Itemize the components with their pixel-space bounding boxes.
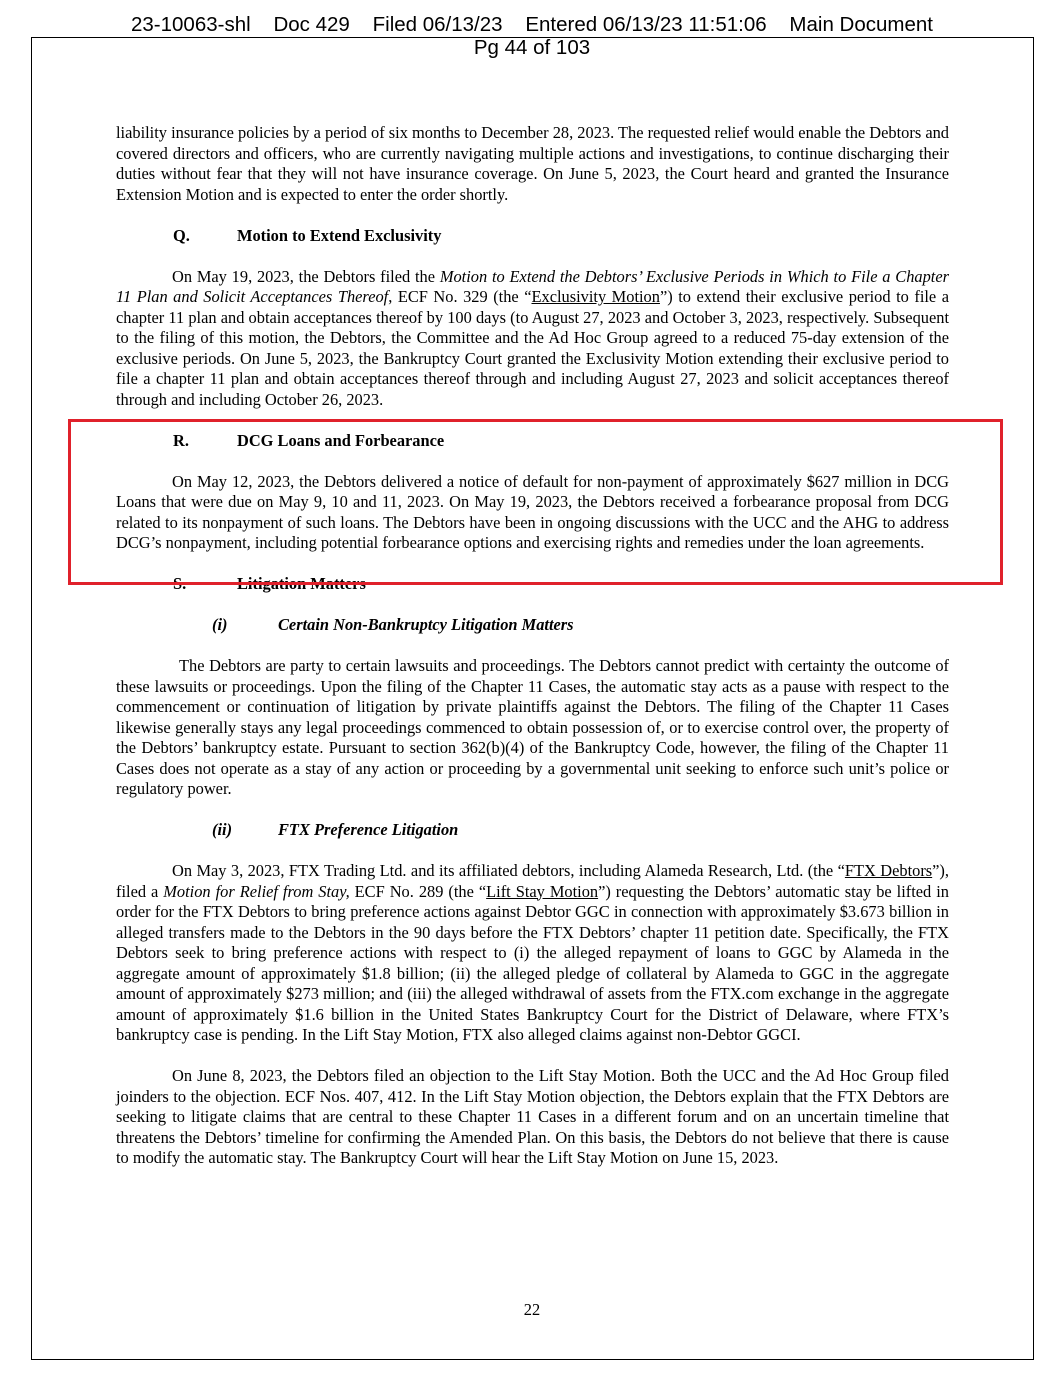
subsection-number: (ii) bbox=[212, 820, 233, 839]
paragraph-lift-stay-objection: On June 8, 2023, the Debtors filed an objection to the Lift Stay Motion. Both the UCC and the Ad Hoc Group filed joinders to the objection. ECF Nos. 407, 412. In the Lift Stay Motion objection, the Debtors explain that the FTX Debtors are seeking to litigate claims that are central to these Chapter 11 Cases in a different forum and on an uncertain timeline that threatens the Debtors’ timeline for confirming the Amended Plan. On this basis, the Debtors do not believe that there is cause to modify the automatic stay. The Bankruptcy Court will hear the Lift Stay Motion on June 15, 2023. bbox=[116, 1066, 949, 1167]
paragraph-non-bankruptcy-litigation: The Debtors are party to certain lawsuits and proceedings. The Debtors cannot predict with certainty the outcome of these lawsuits or proceedings. Upon the filing of the Chapter 11 Cases, the automatic stay acts as a pause with respect to the commencement or continuation of litigation by private plaintiffs against the Debtors. The filing of the Chapter 11 Cases likewise generally stays any legal proceedings commenced to obtain possession of, or to exercise control over, the property of the Debtors’ bankruptcy estate. Pursuant to section 362(b)(4) of the Bankruptcy Code, however, the filing of the Chapter 11 Cases does not operate as a stay of any action or proceeding by a governmental unit seeking to enforce such unit’s police or regulatory power. bbox=[116, 656, 949, 798]
subsection-title: FTX Preference Litigation bbox=[278, 820, 459, 839]
doc-number: Doc 429 bbox=[273, 13, 350, 36]
header-line bbox=[0, 13, 1057, 36]
paragraph-dcg-loans: On May 12, 2023, the Debtors delivered a notice of default for non-payment of approximately $627 million in DCG Loans that were due on May 9, 10 and 11, 2023. On May 19, 2023, the Debtors received a forbearance proposal from DCG related to its nonpayment of such loans. The Debtors have been in ongoing discussions with the UCC and the AHG to address DCG’s nonpayment, including potential forbearance options and exercising rights and remedies under the loan agreements. bbox=[116, 471, 949, 552]
subsection-heading-i bbox=[116, 615, 949, 636]
defined-term: Lift Stay Motion bbox=[486, 881, 599, 901]
subsection-heading-ii bbox=[116, 820, 949, 841]
court-header bbox=[0, 13, 1057, 59]
defined-term: FTX Debtors bbox=[844, 861, 933, 880]
section-letter: Q. bbox=[173, 225, 190, 245]
document-body bbox=[116, 123, 949, 1169]
page-of: Pg 44 of 103 bbox=[473, 36, 591, 59]
case-number: 23-10063-shl bbox=[131, 13, 251, 36]
page-number: 22 bbox=[523, 1300, 541, 1319]
section-title: DCG Loans and Forbearance bbox=[237, 430, 445, 450]
red-highlight-box bbox=[68, 419, 1003, 585]
paragraph-exclusivity: On May 19, 2023, the Debtors filed the Motion to Extend the Debtors’ Exclusive Periods in Which to File a Chapter 11 Plan and Solicit Acceptances Thereof, ECF No. 329 (the “Exclusivity Motion”) to extend their exclusive period to file a chapter 11 plan and obtain acceptances thereof by 100 days (to August 27, 2023 and October 3, 2023, respectively. Subsequent to the filing of this motion, the Debtors, the Committee and the Ad Hoc Group agreed to a reduced 75-day extension of the exclusive periods. On June 5, 2023, the Bankruptcy Court granted the Exclusivity Motion extending their exclusive period to file a chapter 11 plan and obtain acceptances thereof through and including August 27, 2023 and solicit acceptances thereof through and including October 26, 2023. bbox=[116, 266, 950, 409]
paragraph-ftx-preference: On May 3, 2023, FTX Trading Ltd. and its affiliated debtors, including Alameda Research, Ltd. (the “FTX Debtors”), filed a Motion for Relief from Stay, ECF No. 289 (the “Lift Stay Motion”) requesting the Debtors’ automatic stay be lifted in order for the FTX Debtors to bring preference actions against Debtor GGC in connection with approximately $3.673 billion in alleged transfers made to the Debtors in the 90 days before the FTX Debtors’ chapter 11 petition date. Specifically, the FTX Debtors seek to bring preference actions with respect to (i) the alleged repayment of loans to GGC by Alameda in the aggregate amount of approximately $1.8 billion; (ii) the alleged pledge of collateral by Alameda to GGC in the aggregate amount of approximately $273 million; and (iii) the alleged withdrawal of assets from the FTX.com exchange in the aggregate amount of approximately $1.6 billion in the United States Bankruptcy Court for the District of Delaware, where FTX’s bankruptcy case is pending. In the Lift Stay Motion, FTX also alleged claims against non-Debtor GGCI. bbox=[116, 861, 949, 1044]
main-document-label: Main Document bbox=[789, 13, 933, 36]
entered-date: Entered 06/13/23 11:51:06 bbox=[525, 13, 767, 36]
filed-date: Filed 06/13/23 bbox=[372, 13, 503, 36]
section-title: Motion to Extend Exclusivity bbox=[237, 225, 442, 245]
section-heading-q bbox=[116, 226, 949, 247]
subsection-title: Certain Non-Bankruptcy Litigation Matters bbox=[278, 615, 574, 634]
section-letter: S. bbox=[173, 574, 187, 593]
paragraph-insurance: liability insurance policies by a period of six months to December 28, 2023. The requested relief would enable the Debtors and covered directors and officers, who are currently navigating multiple actions and investigations, to continue discharging their duties without fear that they will not have insurance coverage. On June 5, 2023, the Court heard and granted the Insurance Extension Motion and is expected to enter the order shortly. bbox=[116, 123, 949, 204]
section-letter: R. bbox=[173, 430, 189, 450]
defined-term: Exclusivity Motion bbox=[531, 287, 660, 306]
subsection-number: (i) bbox=[212, 615, 228, 634]
section-title: Litigation Matters bbox=[237, 574, 366, 593]
